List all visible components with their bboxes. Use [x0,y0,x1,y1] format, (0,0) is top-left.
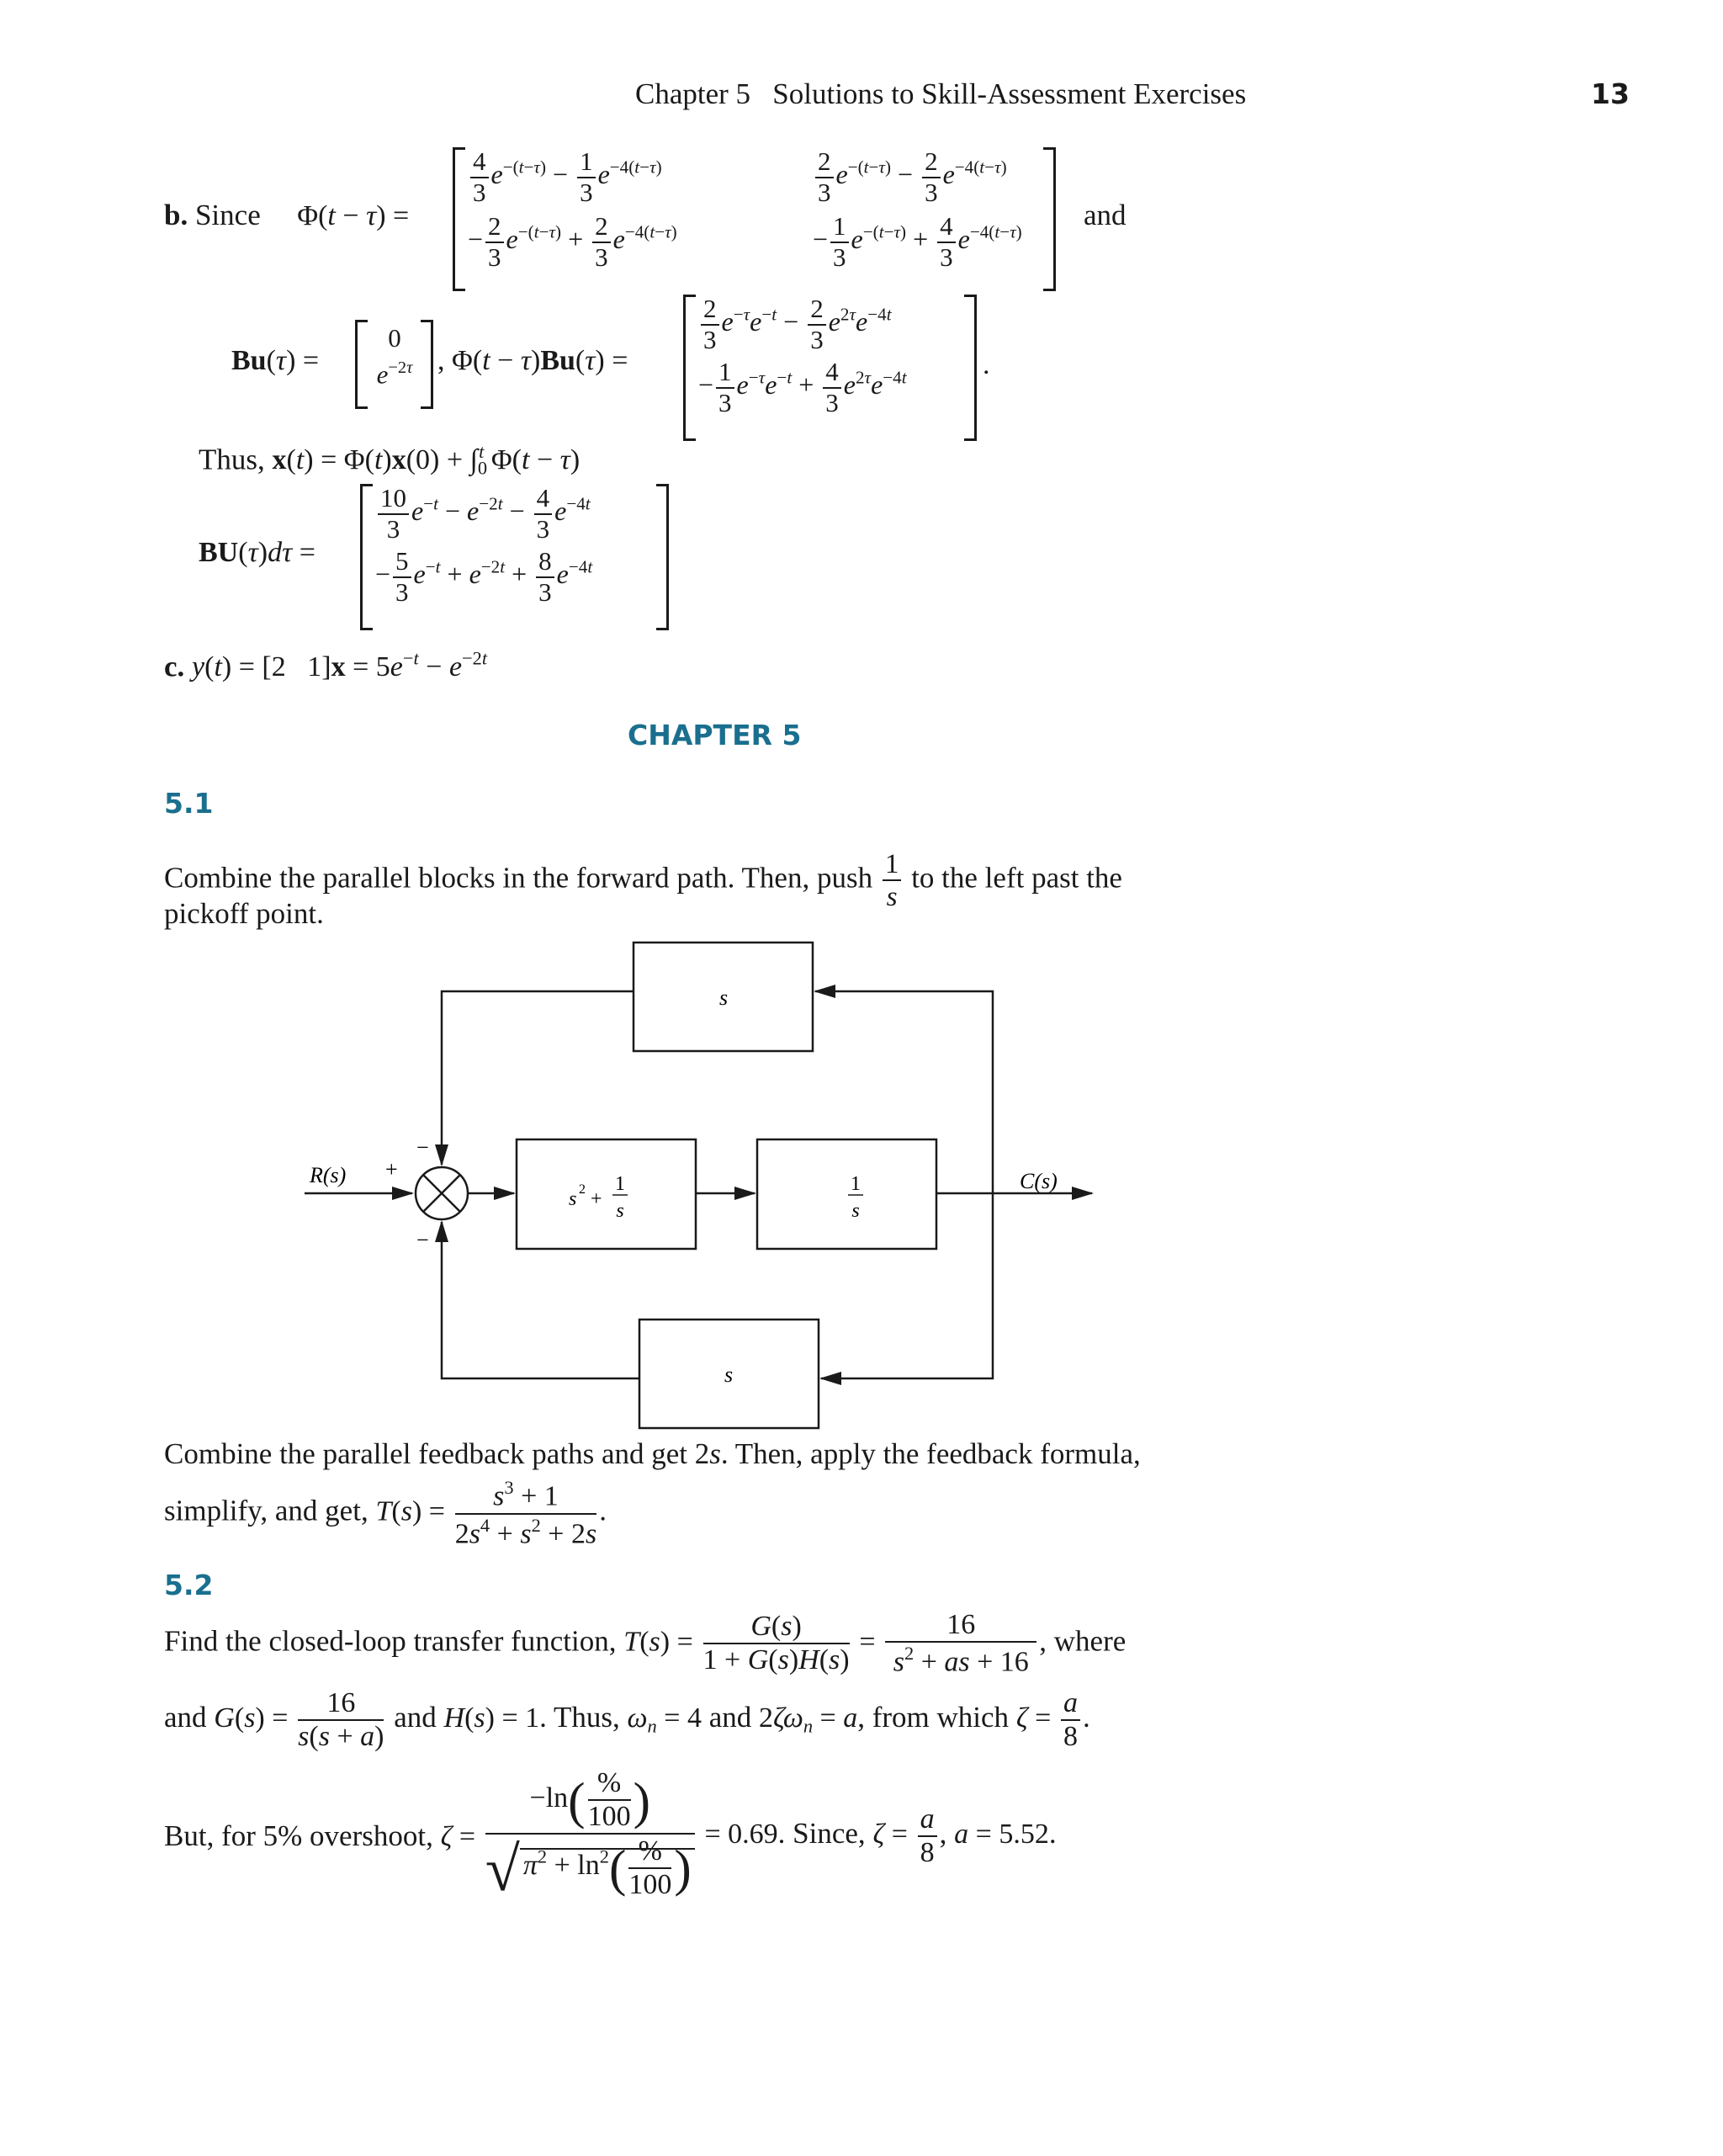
bu-lhs: Bu(τ) = [231,345,320,376]
section-5-1-para2: Combine the parallel feedback paths and get 2s. Then, apply the feedback formula, [164,1437,1141,1470]
svg-text:1: 1 [615,1173,625,1195]
input-label: R(s) [310,1163,347,1187]
plus-sign: + [385,1157,398,1182]
forward-block-2 [757,1139,936,1249]
thus-word: Thus, [199,443,265,476]
phibu-entry-2: − $\frac{1}{3}$ $e^{-\tau}e^{-t}$ + $\frac{4}{3}$ $e^{2\tau}e^{-4t}$ [698,357,907,418]
phi-cell-12: $\frac{2}{3}$ $e^{-(t-\tau)}$ − $\frac{2}{3}$ $e^{-4(t-\tau)}$ [813,147,1099,207]
section-5-1-para1-line2: pickoff point. [164,897,324,930]
section-5-2-line1: Find the closed-loop transfer function, T(s) = $\frac{G(s)}{1 + G(s)H(s)}$ = $\frac{16}{s^2 + as + 16}$ , where [164,1609,1127,1678]
x-equation: $x(t) = \Phi(t)x(0) + \int_0^t$ Φ(t − τ) [272,441,581,480]
svg-text:1: 1 [851,1173,861,1195]
phi-cell-22: − $\frac{1}{3}$ $e^{-(t-\tau)}$ + $\frac{4}{3}$ $e^{-4(t-\tau)}$ [813,211,1022,273]
phi-cell-11: $\frac{4}{3}$ $e^{-(t-\tau)}$ − $\frac{1}{3}$ $e^{-4(t-\tau)}$ [468,147,754,207]
bu-entry-2: $e^{-2\tau}$ [376,358,413,390]
section-5-2-line3: But, for 5% overshoot, ζ = −ln( $\frac{\%}{100}$ ) √ $\pi^2 + \ln^2$( $\frac{\%}{100}$ ) = 0.69. Since, ζ = $\frac{a}{8}$ , a = 5.52. [164,1767,1057,1905]
svg-text:+: + [591,1188,602,1210]
part-c-label: c. [164,650,185,683]
bu-entry-1: 0 [388,323,401,353]
since-word: Since [194,199,261,231]
bu-dtau: BU(τ)dτ = [199,537,315,568]
x-entry-1: $\frac{10}{3}$ $e^{-t} - e^{-2t}$ − $\frac{4}{3}$ $e^{-4t}$ [375,484,592,544]
phibu-lhs: , Φ(t − τ)Bu(τ) = [437,345,628,376]
phibu-entry-1: $\frac{2}{3}$ $e^{-\tau}e^{-t}$ − $\frac{2}{3}$ $e^{2\tau}e^{-4t}$ [698,295,907,354]
section-5-1-para3: simplify, and get, T(s) = $\frac{s^3 + 1}{2s^4 + s^2 + 2s}$ . [164,1477,607,1549]
svg-text:s: s [616,1200,624,1222]
running-title: Chapter 5 Solutions to Skill-Assessment Exercises [635,77,1247,110]
phibu-period: . [983,349,990,380]
minus-top: − [416,1135,429,1160]
section-5-1-para1-line1: Combine the parallel blocks in the forward path. Then, push $\frac{1}{s}$ to the left past the [164,848,1122,913]
chapter-heading: CHAPTER 5 [628,719,802,751]
minus-bottom: − [416,1228,429,1252]
section-5-2-line2: and G(s) = $\frac{16}{s(s + a)}$ and H(s) = 1. Thus, $\omega_n = 4$ and $2\zeta\omega_n = a$, from which ζ = $\frac{a}{8}$ . [164,1687,1090,1753]
part-b-label: b. [164,199,188,231]
feedback-block-bottom-label: s [724,1362,734,1387]
svg-text:s: s [569,1188,577,1210]
forward-block-1 [517,1139,696,1249]
section-5-2-heading: 5.2 [164,1569,214,1601]
page-number: 13 [1591,77,1630,110]
svg-text:s: s [851,1200,860,1222]
svg-text:2: 2 [579,1182,586,1197]
phi-lhs: Φ(t − τ) = [297,200,410,231]
output-label: C(s) [1020,1169,1058,1193]
and-word: and [1084,199,1127,231]
section-5-1-heading: 5.1 [164,787,214,820]
phi-cell-21: − $\frac{2}{3}$ $e^{-(t-\tau)}$ + $\frac{2}{3}$ $e^{-4(t-\tau)}$ [468,211,677,273]
part-c-equation: y(t) = [2 $1]x = 5e^{-t} - e^{-2t}$ [192,648,488,683]
x-entry-2: − $\frac{5}{3}$ $e^{-t} + e^{-2t}$ + $\frac{8}{3}$ $e^{-4t}$ [375,546,593,608]
feedback-block-top-label: s [718,985,729,1010]
